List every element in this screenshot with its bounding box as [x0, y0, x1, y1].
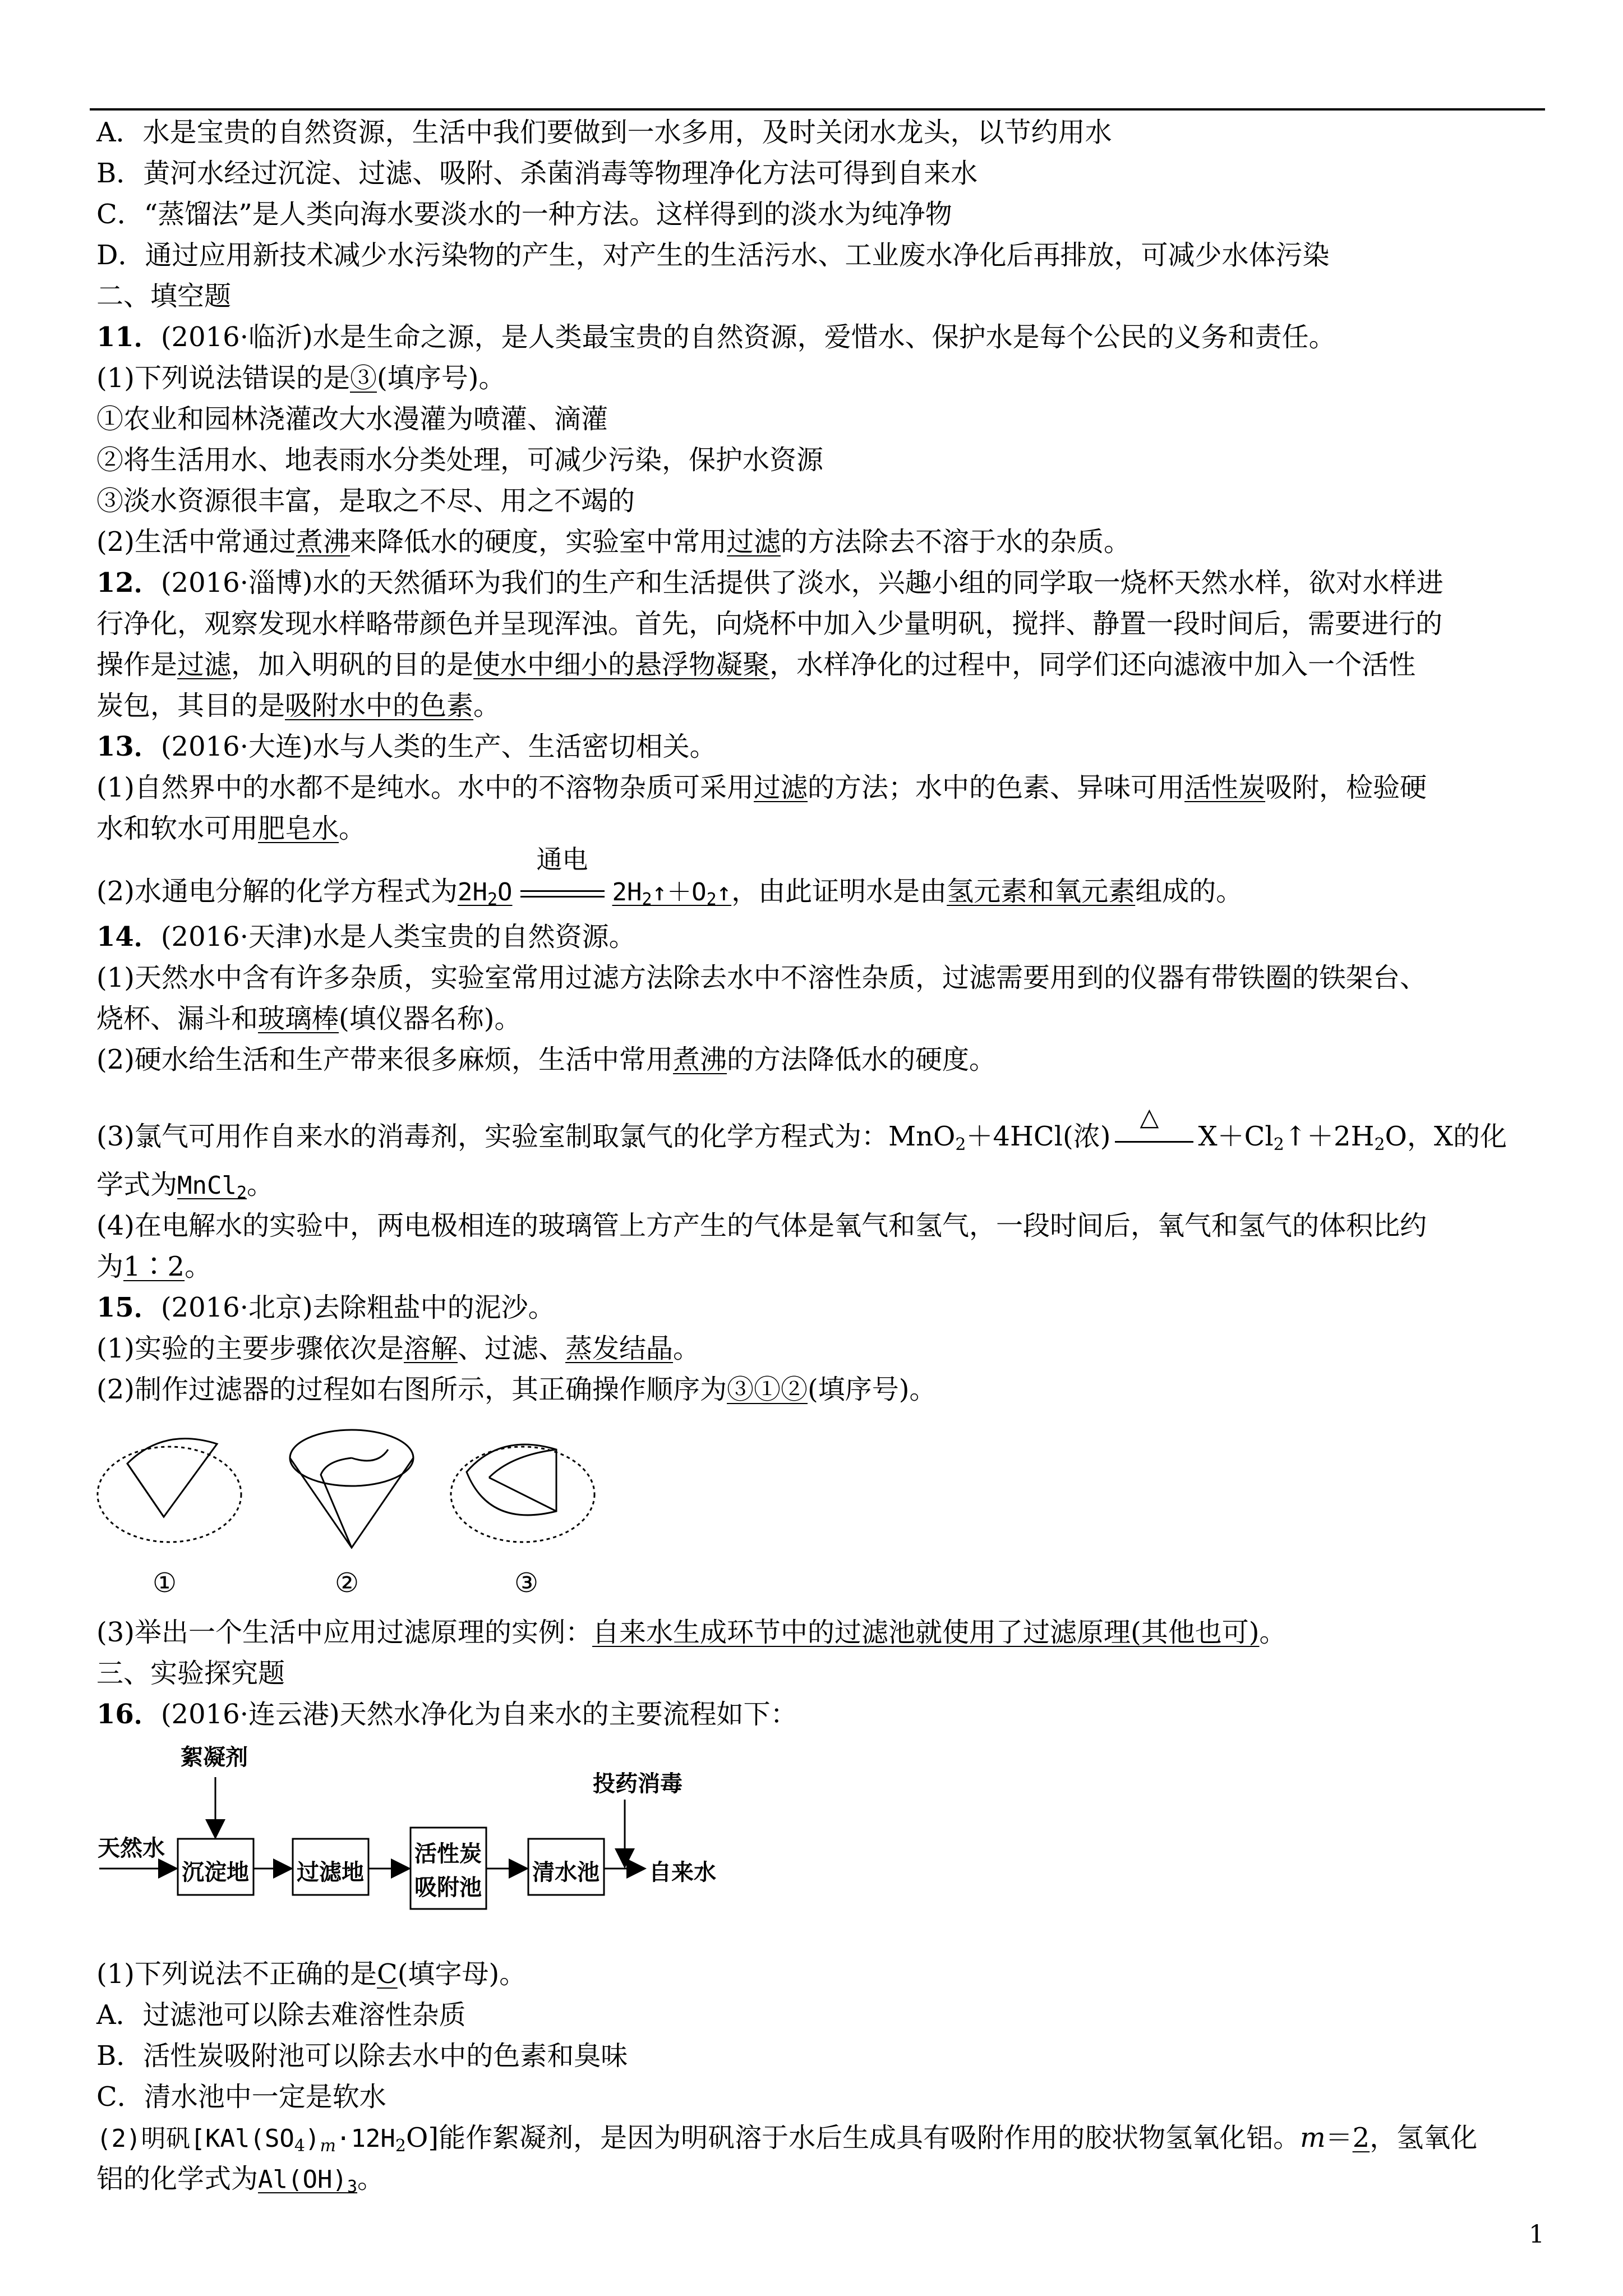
q12-line-2: 行净化，观察发现水样略带颜色并呈现浑浊。首先，向烧杯中加入少量明矾，搅拌、静置一段时间后，需要进行的: [96, 608, 1443, 639]
q12-line-1: 12．(2016·淄博)水的天然循环为我们的生产和生活提供了淡水，兴趣小组的同学取一烧杯天然水样，欲对水样进: [96, 567, 1444, 599]
q16-option-a: A．过滤池可以除去难溶性杂质: [96, 1999, 466, 2031]
q16-stem: 16．(2016·连云港)天然水净化为自来水的主要流程如下：: [96, 1699, 797, 1730]
answer: 煮沸: [296, 526, 351, 558]
answer: 溶解: [404, 1333, 458, 1364]
q15-stem: 15．(2016·北京)去除粗盐中的泥沙。: [96, 1292, 555, 1323]
answer: ③: [350, 362, 377, 394]
answer: 吸附水中的色素: [285, 690, 474, 721]
answer: 过滤: [177, 649, 232, 680]
q16-option-b: B．活性炭吸附池可以除去水中的色素和臭味: [96, 2040, 628, 2072]
answer: 自来水生成环节中的过滤池就使用了过滤原理(其他也可): [592, 1617, 1260, 1648]
answer: 1∶2: [123, 1251, 185, 1282]
answer-equation-products: $2H_2↑+O_2↑$: [612, 878, 732, 909]
q16-part2-cont: 铝的化学式为$Al(OH)_3$。: [96, 2163, 385, 2197]
answer: 玻璃棒: [258, 1003, 339, 1034]
q13-part1-cont: 水和软水可用肥皂水。: [96, 813, 366, 844]
flow-input-label: 天然水: [98, 1835, 165, 1861]
section-heading-fill-in: 二、填空题: [96, 280, 232, 312]
document-page: [96, 112, 1543, 2200]
q13-part2: (2)水通电分解的化学方程式为$2H_2O$ 通电 $2H_2↑+O_2↑$，由此证明水是由氢元素和氧元素组成的。: [96, 844, 1243, 909]
figure-label-2: ②: [335, 1567, 359, 1599]
q15-part3: (3)举出一个生活中应用过滤原理的实例：自来水生成环节中的过滤池就使用了过滤原理(其他也可)。: [96, 1617, 1287, 1648]
answer: 煮沸: [673, 1044, 727, 1075]
q14-part1-cont: 烧杯、漏斗和玻璃棒(填仪器名称)。: [96, 1003, 522, 1034]
q11-stem: 11．(2016·临沂)水是生命之源，是人类最宝贵的自然资源，爱惜水、保护水是每个公民的义务和责任。: [96, 321, 1336, 353]
q14-part1: (1)天然水中含有许多杂质，实验室常用过滤方法除去水中不溶性杂质，过滤需要用到的仪器有带铁圈的铁架台、: [96, 962, 1427, 993]
flow-disinfect-label: 投药消毒: [593, 1771, 683, 1797]
answer: 过滤: [727, 526, 781, 558]
answer: C: [377, 1958, 398, 1990]
answer: 过滤: [754, 772, 808, 803]
answer: 蒸发结晶: [565, 1333, 674, 1364]
flow-box2-label: 过滤地: [297, 1860, 364, 1885]
q14-part4: (4)在电解水的实验中，两电极相连的玻璃管上方产生的气体是氧气和氢气，一段时间后，氧气和氢气的体积比约: [96, 1210, 1427, 1241]
q12-line-4: 炭包，其目的是吸附水中的色素。: [96, 690, 501, 721]
q13-stem: 13．(2016·大连)水与人类的生产、生活密切相关。: [96, 731, 717, 762]
q11-part1: (1)下列说法错误的是③(填序号)。: [96, 362, 506, 394]
q14-part4-cont: 为1∶2。: [96, 1251, 212, 1282]
q11-part2: (2)生活中常通过煮沸来降低水的硬度，实验室中常用过滤的方法除去不溶于水的杂质。: [96, 526, 1131, 558]
answer: 使水中细小的悬浮物凝聚: [473, 649, 770, 680]
reaction-condition: 通电: [520, 877, 605, 910]
paper-circle-1: [98, 1447, 241, 1542]
answer: 2: [1352, 2122, 1370, 2154]
option-b: B．黄河水经过沉淀、过滤、吸附、杀菌消毒等物理净化方法可得到自来水: [96, 158, 978, 189]
flow-box3-label-a: 活性炭: [414, 1841, 482, 1867]
flow-output-label: 自来水: [649, 1860, 716, 1885]
q16-part2: (2)明矾$[KAl(SO_4)_m\cdot 12H_2O]$能作絮凝剂，是因为明矾溶于水后生成具有吸附作用的胶状物氢氧化铝。m＝2，氢氧化: [96, 2122, 1478, 2156]
flow-box4-label: 清水池: [532, 1860, 600, 1885]
answer: 氢元素和氧元素: [947, 876, 1136, 907]
q11-option-2: ②将生活用水、地表雨水分类处理，可减少污染，保护水资源: [96, 444, 824, 476]
figure-label-1: ①: [153, 1567, 177, 1599]
q12-line-3: 操作是过滤，加入明矾的目的是使水中细小的悬浮物凝聚，水样净化的过程中，同学们还向滤液中加入一个活性: [96, 649, 1416, 680]
q11-option-1: ①农业和园林浇灌改大水漫灌为喷灌、滴灌: [96, 403, 608, 435]
answer: 活性炭: [1184, 772, 1266, 803]
q14-part2: (2)硬水给生活和生产带来很多麻烦，生活中常用煮沸的方法降低水的硬度。: [96, 1044, 997, 1075]
q14-part3: (3)氯气可用作自来水的消毒剂，实验室制取氯气的化学方程式为：MnO$_2$＋4HCl(浓) △ $X+Cl_2↑+2H_2O$，X的化: [96, 1102, 1507, 1154]
page-number: 1: [1529, 2220, 1544, 2249]
q15-part1: (1)实验的主要步骤依次是溶解、过滤、蒸发结晶。: [96, 1333, 700, 1364]
heating-condition: △: [1115, 1122, 1193, 1156]
figure-label-3: ③: [514, 1567, 539, 1599]
option-d: D．通过应用新技术减少水污染物的产生，对产生的生活污水、工业废水净化后再排放，可减少水体污染: [96, 240, 1330, 271]
flow-box1-label: 沉淀地: [182, 1860, 249, 1885]
answer: 肥皂水: [258, 813, 339, 844]
filter-folding-diagram: [96, 1410, 713, 1612]
option-a: A．水是宝贵的自然资源，生活中我们要做到一水多用，及时关闭水龙头，以节约用水: [96, 117, 1112, 148]
folded-paper-1: [127, 1439, 217, 1517]
q13-part1: (1)自然界中的水都不是纯水。水中的不溶物杂质可采用过滤的方法；水中的色素、异味可用活性炭吸附，检验硬: [96, 772, 1427, 803]
water-treatment-flowchart: [96, 1735, 1543, 1954]
q14-stem: 14．(2016·天津)水是人类宝贵的自然资源。: [96, 921, 636, 953]
q11-option-3: ③淡水资源很丰富，是取之不尽、用之不竭的: [96, 485, 635, 517]
q16-option-c: C．清水池中一定是软水: [96, 2081, 386, 2113]
q16-part1: (1)下列说法不正确的是C(填字母)。: [96, 1958, 527, 1990]
q15-part2: (2)制作过滤器的过程如右图所示，其正确操作顺序为③①②(填序号)。: [96, 1374, 937, 1405]
header-rule: [90, 108, 1545, 111]
flow-box3-label-b: 吸附池: [414, 1875, 482, 1901]
filter-paper-figure: [96, 1410, 1543, 1612]
answer: ③①②: [727, 1374, 808, 1405]
answer-equation: $2H_2O$: [458, 878, 513, 909]
answer: $Al(OH)_3$: [258, 2165, 358, 2197]
cone-body: [290, 1458, 413, 1548]
flow-agent-label: 絮凝剂: [181, 1745, 248, 1770]
answer: MnCl$_2$: [177, 1171, 247, 1203]
option-c: C．“蒸馏法”是人类向海水要淡水的一种方法。这样得到的淡水为纯净物: [96, 199, 952, 230]
q14-part3-cont: 学式为MnCl$_2$。: [96, 1169, 274, 1203]
section-heading-experiment: 三、实验探究题: [96, 1658, 285, 1689]
